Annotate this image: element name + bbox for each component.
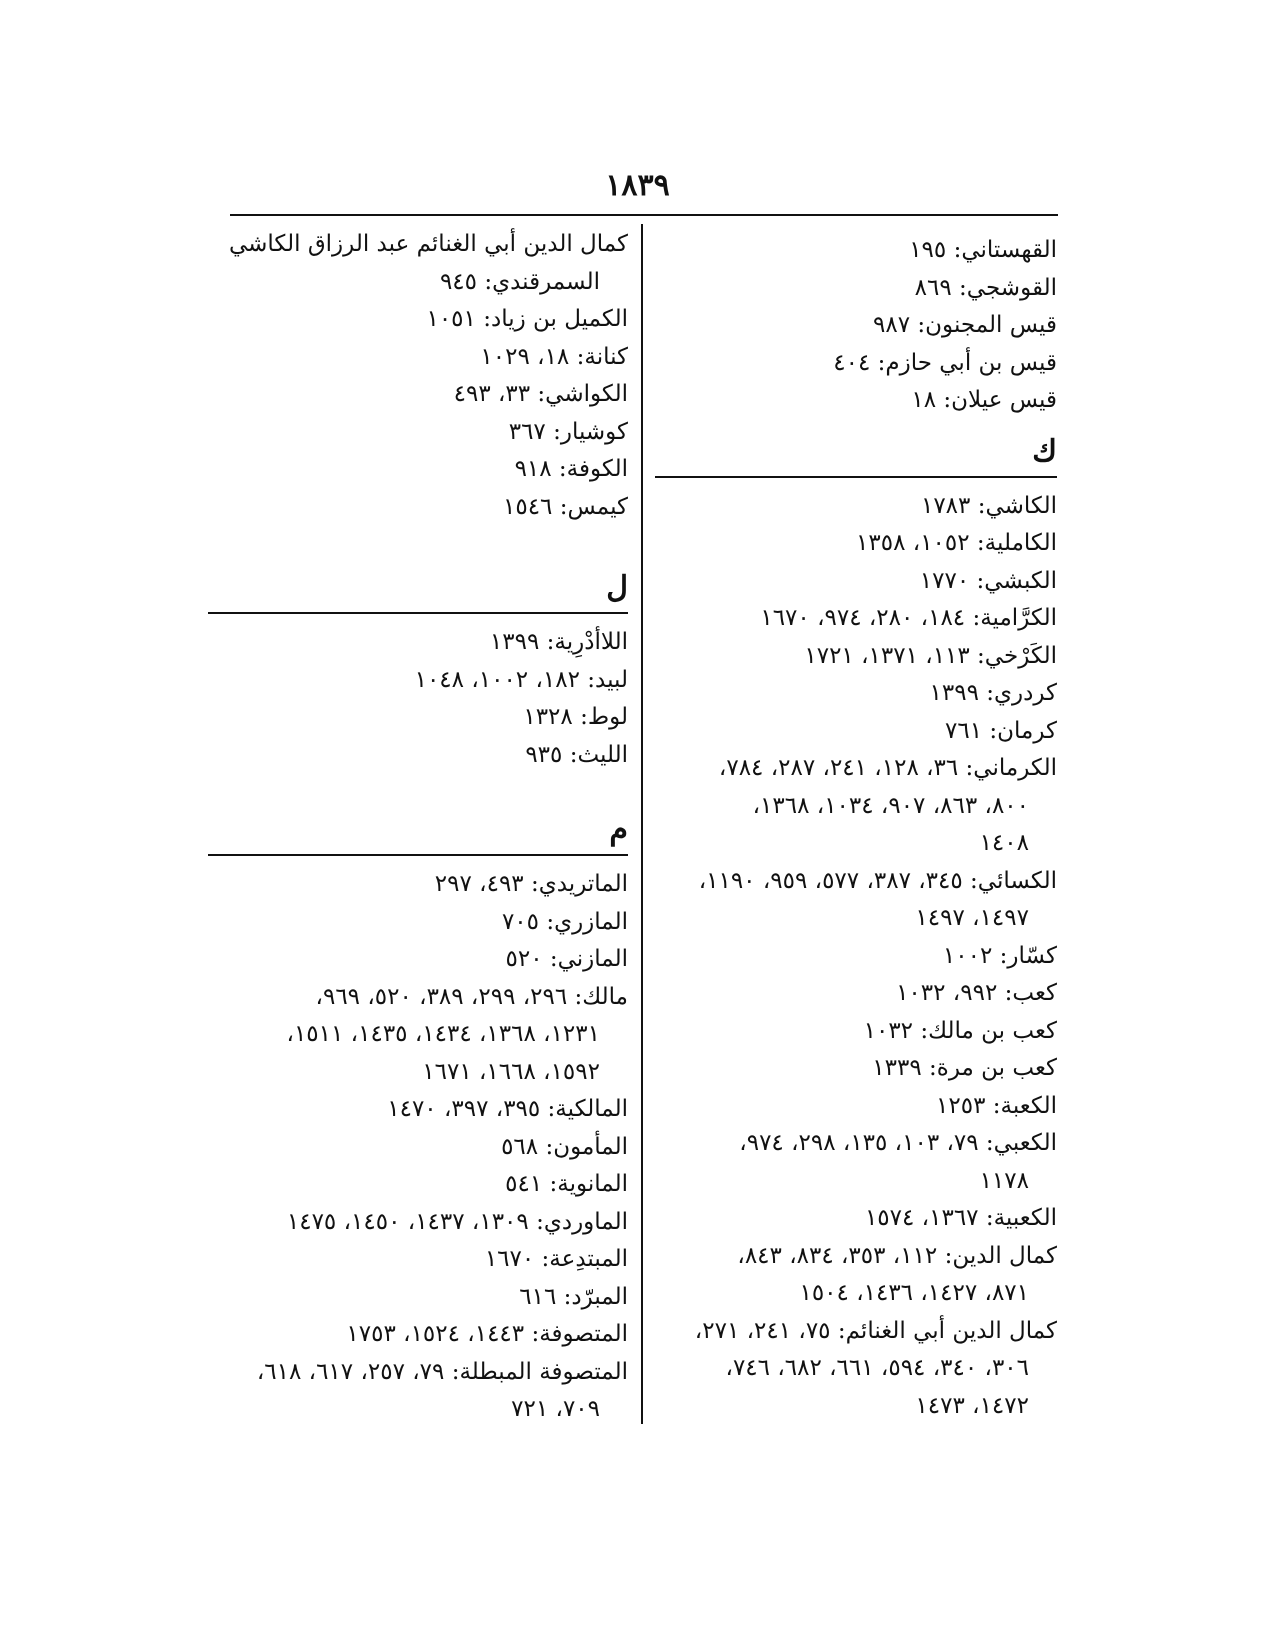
index-entry	[208, 1241, 628, 1279]
entry-line: الكواشي: ٣٣، ٤٩٣	[453, 381, 628, 407]
entry-line: الليث: ٩٣٥	[525, 741, 628, 768]
entry-continuation-line: ١١٧٨	[979, 1167, 1029, 1194]
index-entry	[208, 1166, 628, 1204]
entry-list	[208, 866, 628, 1429]
index-entry	[208, 226, 628, 301]
index-entry	[655, 232, 1057, 270]
index-entry	[208, 376, 628, 414]
index-entry	[655, 975, 1057, 1013]
index-entry	[208, 1091, 628, 1129]
entry-line: كسّار: ١٠٠٢	[942, 942, 1057, 969]
section-rule	[208, 854, 628, 856]
index-entry	[655, 525, 1057, 563]
index-entry	[208, 1316, 628, 1354]
entry-continuation-line: ٣٠٦، ٣٤٠، ٥٩٤، ٦٦١، ٦٨٢، ٧٤٦،	[725, 1355, 1029, 1381]
index-entry	[655, 307, 1057, 345]
entry-line: كيمس: ١٥٤٦	[503, 493, 628, 520]
index-entry	[655, 1013, 1057, 1051]
index-entry	[655, 382, 1057, 420]
entry-line: المازري: ٧٠٥	[501, 908, 628, 935]
index-entry	[655, 345, 1057, 383]
index-entry	[208, 624, 628, 662]
section-letter: ك	[1032, 433, 1057, 469]
index-entry	[208, 414, 628, 452]
section-rule	[208, 612, 628, 614]
index-entry	[208, 866, 628, 904]
entry-line: كعب بن مرة: ١٣٣٩	[872, 1055, 1057, 1081]
index-entry	[208, 941, 628, 979]
index-entry	[655, 488, 1057, 526]
entry-list	[208, 624, 628, 774]
entry-line: الكسائي: ٣٤٥، ٣٨٧، ٥٧٧، ٩٥٩، ١١٩٠،	[698, 867, 1057, 894]
entry-line: الكاشي: ١٧٨٣	[920, 492, 1057, 519]
entry-line: الماوردي: ١٣٠٩، ١٤٣٧، ١٤٥٠، ١٤٧٥	[286, 1208, 628, 1235]
entry-continuation-line: ٨٠٠، ٨٦٣، ٩٠٧، ١٠٣٤، ١٣٦٨،	[752, 792, 1029, 819]
entry-line: الكميل بن زياد: ١٠٥١	[426, 306, 628, 332]
index-entry	[208, 662, 628, 700]
entry-line: كوشيار: ٣٦٧	[508, 418, 628, 445]
entry-line: كمال الدين أبي الغنائم عبد الرزاق الكاشي	[228, 231, 628, 257]
entry-line: الكوفة: ٩١٨	[514, 456, 628, 482]
entry-continuation-line: ١٤٠٨	[979, 830, 1029, 856]
index-entry	[655, 938, 1057, 976]
index-entry	[655, 1238, 1057, 1313]
entry-line: الكرَّامية: ١٨٤، ٢٨٠، ٩٧٤، ١٦٧٠	[760, 605, 1057, 631]
entry-line: قيس المجنون: ٩٨٧	[873, 312, 1057, 338]
right-column	[655, 232, 1057, 1425]
index-entry	[655, 600, 1057, 638]
entry-line: المانوية: ٥٤١	[505, 1171, 628, 1197]
entry-line: كعب: ٩٩٢، ١٠٣٢	[896, 980, 1057, 1006]
column-divider	[641, 224, 643, 1424]
section-mim-header	[208, 812, 628, 856]
index-entry	[208, 904, 628, 942]
entry-line: كمال الدين أبي الغنائم: ٧٥، ٢٤١، ٢٧١،	[694, 1317, 1057, 1344]
entry-line: لبيد: ١٨٢، ١٠٠٢، ١٠٤٨	[414, 666, 628, 693]
index-entry	[655, 563, 1057, 601]
entry-line: المتصوفة: ١٤٤٣، ١٥٢٤، ١٧٥٣	[346, 1321, 628, 1347]
section-kaf-header	[655, 434, 1057, 478]
entry-line: المبتدِعة: ١٦٧٠	[484, 1246, 628, 1272]
entry-line: المبرّد: ٦١٦	[519, 1283, 628, 1310]
index-entry	[655, 1050, 1057, 1088]
index-entry	[655, 675, 1057, 713]
page-number: ١٨٣٩	[605, 168, 670, 203]
index-entry	[655, 863, 1057, 938]
left-column	[208, 226, 628, 1429]
index-entry	[655, 1313, 1057, 1426]
index-entry	[655, 1200, 1057, 1238]
index-entry	[208, 301, 628, 339]
entry-continuation-line: ٨٧١، ١٤٢٧، ١٤٣٦، ١٥٠٤	[799, 1280, 1029, 1306]
index-entry	[208, 699, 628, 737]
index-entry	[208, 1279, 628, 1317]
index-entry	[208, 1354, 628, 1429]
section-letter: ل	[606, 570, 628, 605]
entry-line: الكعبي: ٧٩، ١٠٣، ١٣٥، ٢٩٨، ٩٧٤،	[739, 1130, 1057, 1156]
header-rule	[230, 214, 1058, 216]
index-entry	[208, 737, 628, 775]
entry-line: الكاملية: ١٠٥٢، ١٣٥٨	[856, 530, 1057, 556]
section-rule	[655, 476, 1057, 478]
entry-line: المالكية: ٣٩٥، ٣٩٧، ١٤٧٠	[387, 1096, 628, 1122]
section-lam-header	[208, 570, 628, 614]
index-entry	[655, 1088, 1057, 1126]
entry-list	[655, 232, 1057, 420]
entry-line: الكبشي: ١٧٧٠	[919, 567, 1057, 594]
entry-line: اللاأدْرِية: ١٣٩٩	[489, 629, 628, 655]
index-entry	[208, 979, 628, 1092]
entry-line: كردري: ١٣٩٩	[929, 680, 1057, 706]
entry-line: قيس بن أبي حازم: ٤٠٤	[833, 349, 1057, 376]
index-entry	[655, 750, 1057, 863]
index-entry	[208, 451, 628, 489]
entry-line: كمال الدين: ١١٢، ٣٥٣، ٨٣٤، ٨٤٣،	[737, 1242, 1057, 1269]
index-entry	[655, 638, 1057, 676]
entry-line: كعب بن مالك: ١٠٣٢	[863, 1017, 1057, 1044]
entry-line: الكَرْخي: ١١٣، ١٣٧١، ١٧٢١	[804, 642, 1057, 669]
entry-line: كنانة: ١٨، ١٠٢٩	[480, 343, 628, 370]
entry-continuation-line: ١٢٣١، ١٣٦٨، ١٤٣٤، ١٤٣٥، ١٥١١،	[286, 1021, 600, 1047]
entry-continuation-line: ١٤٧٢، ١٤٧٣	[915, 1392, 1029, 1419]
entry-list	[208, 226, 628, 526]
entry-line: الكعبة: ١٢٥٣	[936, 1092, 1057, 1119]
index-entry	[655, 1125, 1057, 1200]
index-entry	[655, 270, 1057, 308]
entry-line: المتصوفة المبطلة: ٧٩، ٢٥٧، ٦١٧، ٦١٨،	[256, 1358, 628, 1385]
entry-continuation-line: السمرقندي: ٩٤٥	[439, 268, 600, 295]
entry-line: لوط: ١٣٢٨	[523, 704, 628, 730]
entry-continuation-line: ١٥٩٢، ١٦٦٨، ١٦٧١	[422, 1058, 600, 1085]
index-entry	[208, 339, 628, 377]
entry-line: كرمان: ٧٦١	[945, 717, 1057, 744]
index-entry	[208, 489, 628, 527]
entry-list	[655, 488, 1057, 1426]
entry-line: القوشجي: ٨٦٩	[914, 274, 1057, 301]
entry-continuation-line: ١٤٩٧، ١٤٩٧	[915, 905, 1029, 931]
entry-line: مالك: ٢٩٦، ٢٩٩، ٣٨٩، ٥٢٠، ٩٦٩،	[315, 983, 628, 1010]
entry-line: المأمون: ٥٦٨	[501, 1133, 628, 1160]
index-entry	[208, 1129, 628, 1167]
section-letter: م	[609, 812, 628, 847]
entry-line: الماتريدي: ٤٩٣، ٢٩٧	[434, 871, 628, 897]
index-entry	[655, 713, 1057, 751]
entry-line: القهستاني: ١٩٥	[909, 237, 1057, 263]
entry-line: المازني: ٥٢٠	[505, 946, 628, 972]
entry-line: الكعبية: ١٣٦٧، ١٥٧٤	[864, 1205, 1057, 1231]
entry-line: قيس عيلان: ١٨	[911, 387, 1057, 413]
index-entry	[208, 1204, 628, 1242]
entry-continuation-line: ٧٠٩، ٧٢١	[511, 1396, 600, 1422]
entry-line: الكرماني: ٣٦، ١٢٨، ٢٤١، ٢٨٧، ٧٨٤،	[718, 755, 1057, 781]
